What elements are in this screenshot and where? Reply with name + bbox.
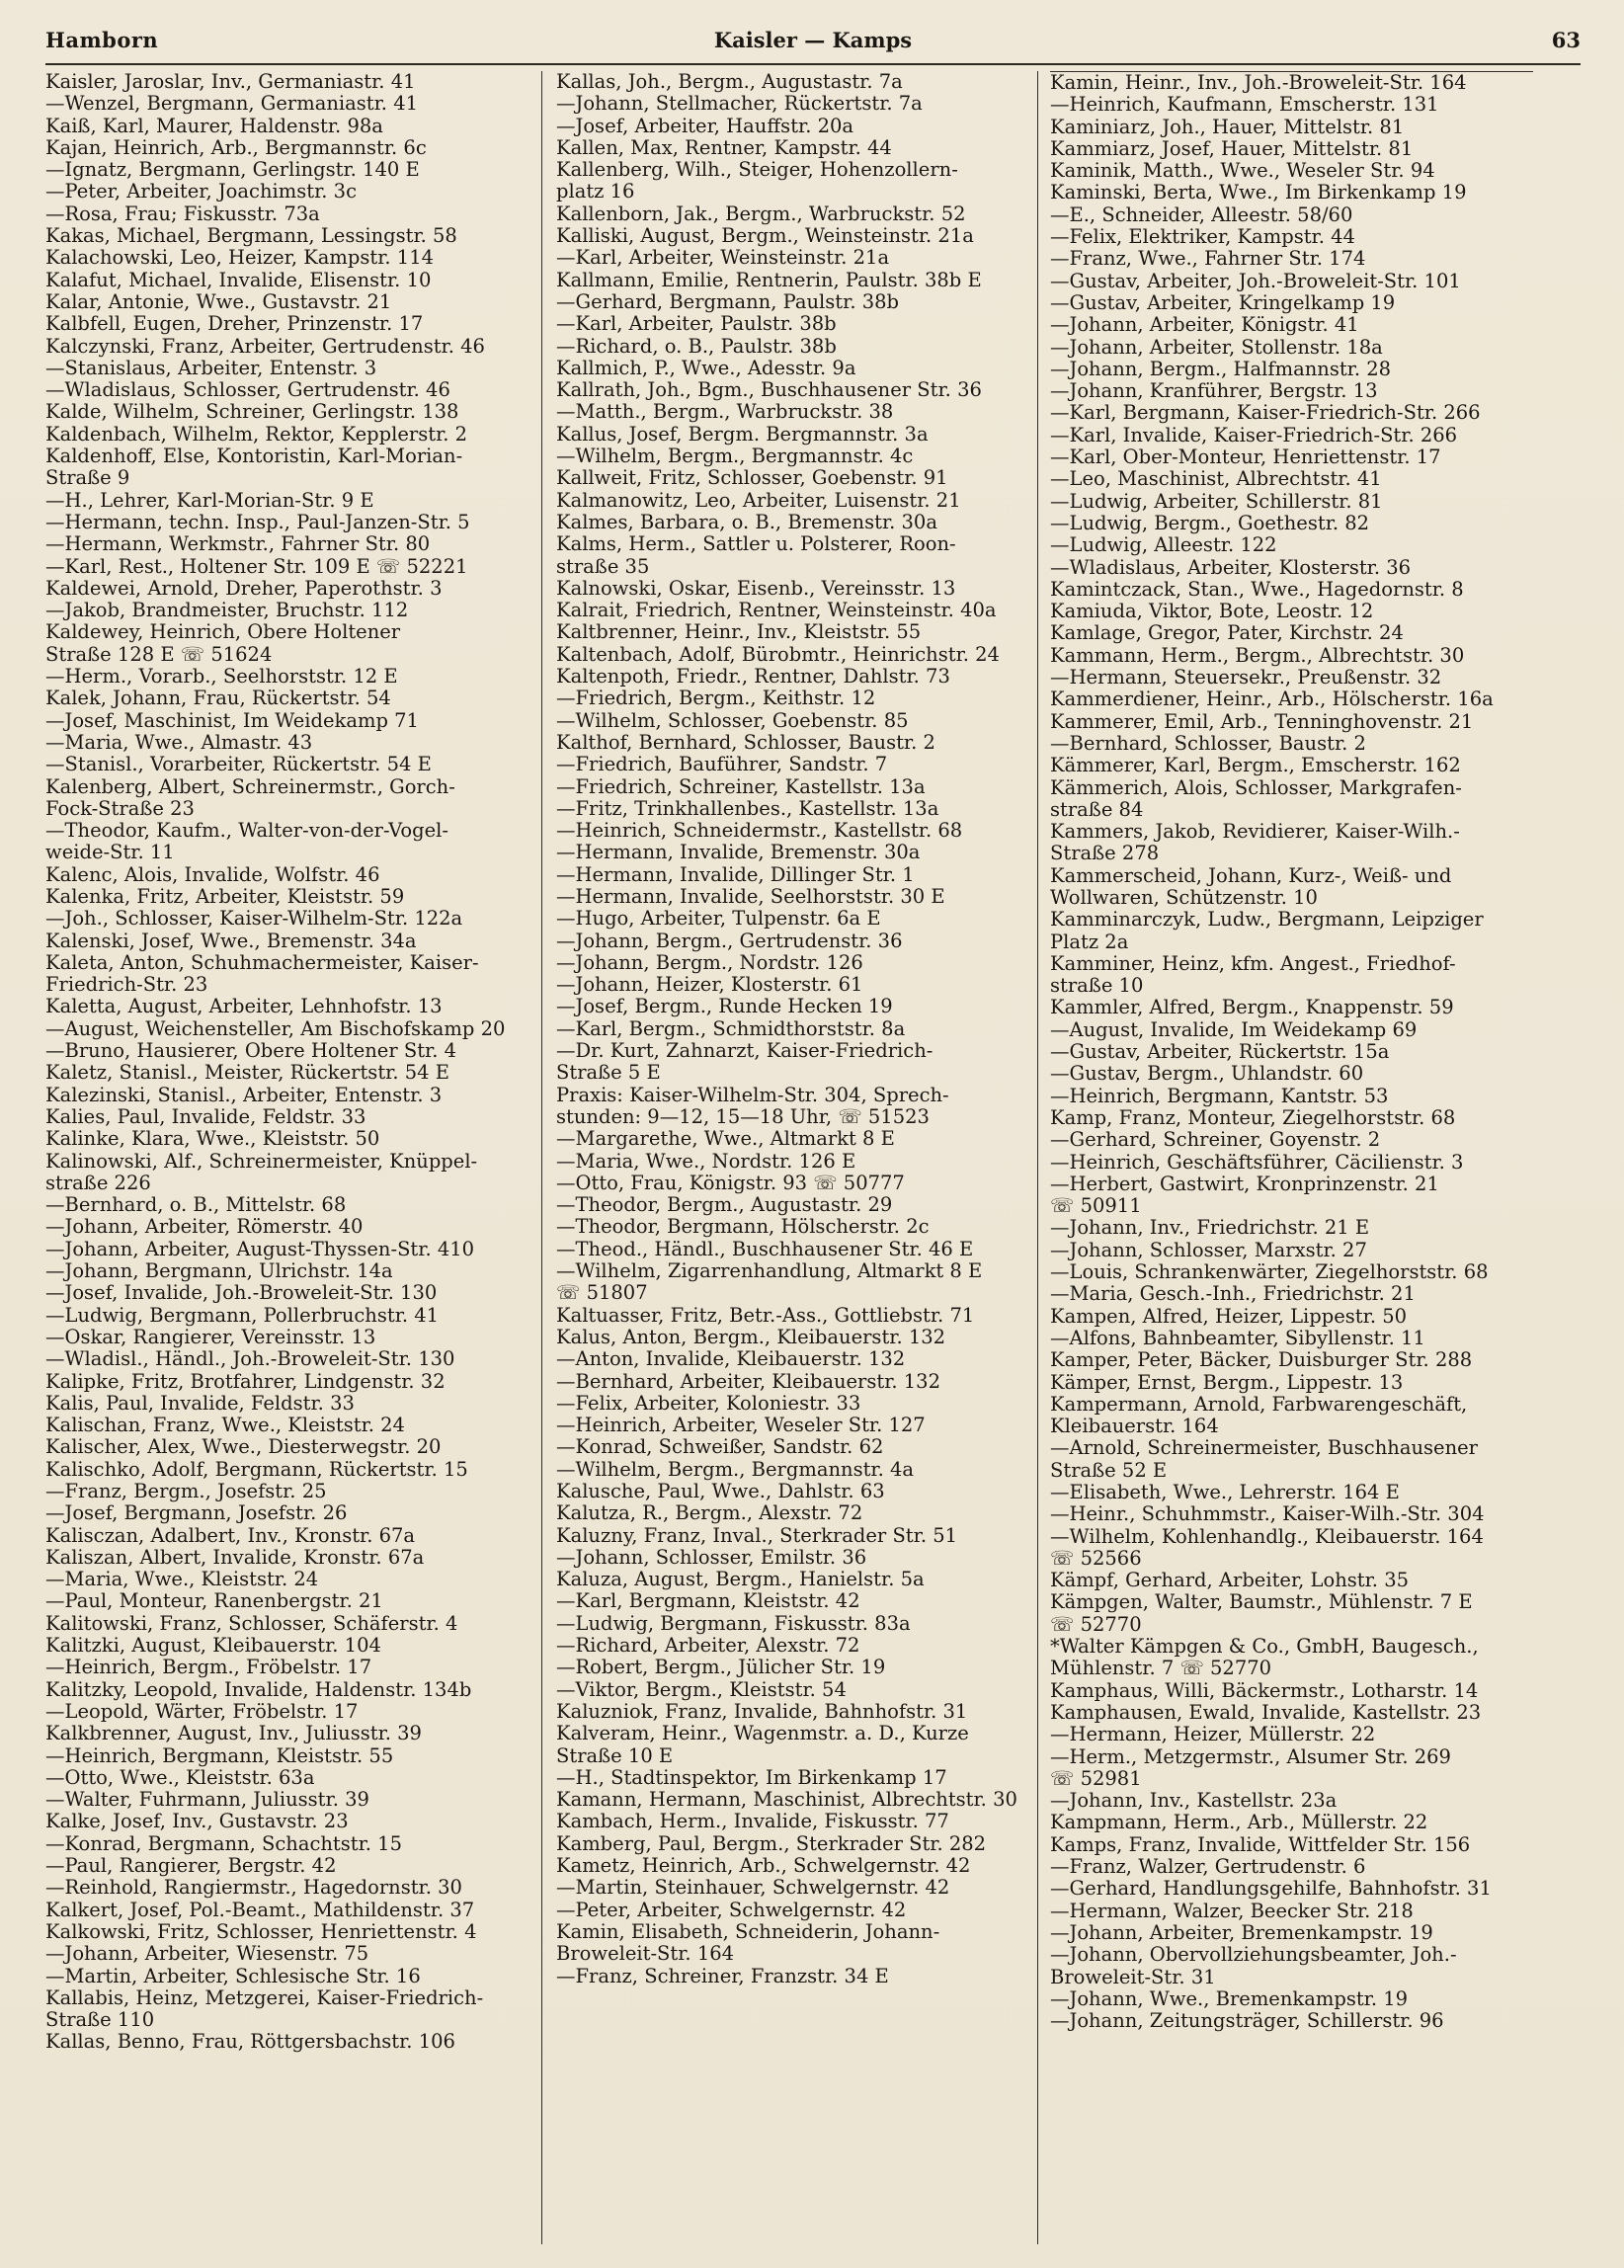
directory-entry: Kalrait, Friedrich, Rentner, Weinsteinstr. 40a bbox=[556, 600, 997, 622]
directory-entry: —Johann, Bergm., Nordstr. 126 bbox=[556, 951, 863, 974]
directory-entry: —Stanislaus, Arbeiter, Entenstr. 3 bbox=[45, 357, 377, 379]
directory-entry: Kaiß, Karl, Maurer, Haldenstr. 98a bbox=[45, 115, 383, 137]
directory-entry: Kaleta, Anton, Schuhmachermeister, Kaiser- bbox=[45, 951, 479, 974]
directory-entry: —E., Schneider, Alleestr. 58/60 bbox=[1050, 203, 1353, 226]
page-header bbox=[45, 28, 1581, 65]
directory-entry: —Hermann, Heizer, Müllerstr. 22 bbox=[1050, 1724, 1376, 1746]
directory-entry: —Rosa, Frau; Fiskusstr. 73a bbox=[45, 202, 320, 225]
directory-entry: —Martin, Steinhauer, Schwelgernstr. 42 bbox=[556, 1877, 950, 1900]
directory-entry: Kaletz, Stanisl., Meister, Rückertstr. 54 E bbox=[45, 1062, 449, 1085]
directory-entry: —Gerhard, Bergmann, Paulstr. 38b bbox=[556, 290, 900, 313]
directory-entry: —Wladislaus, Arbeiter, Klosterstr. 36 bbox=[1050, 556, 1412, 579]
directory-entry: —Gustav, Arbeiter, Rückertstr. 15a bbox=[1050, 1041, 1390, 1064]
directory-entry: —Maria, Wwe., Nordstr. 126 E bbox=[556, 1150, 856, 1173]
directory-entry: —Reinhold, Rangiermstr., Hagedornstr. 30 bbox=[45, 1877, 462, 1900]
directory-entry: Kammers, Jakob, Revidierer, Kaiser-Wilh.- bbox=[1050, 821, 1460, 844]
directory-entry: Kamp, Franz, Monteur, Ziegelhorststr. 68 bbox=[1050, 1106, 1456, 1129]
directory-entry: —Leopold, Wärter, Fröbelstr. 17 bbox=[45, 1700, 359, 1723]
directory-entry: Kämpgen, Walter, Baumstr., Mühlenstr. 7 E bbox=[1050, 1591, 1473, 1614]
directory-entry: —Herm., Metzgermstr., Alsumer Str. 269 bbox=[1050, 1745, 1451, 1768]
directory-entry: Kalliski, August, Bergm., Weinsteinstr. 21a bbox=[556, 225, 974, 248]
directory-entry: —Johann, Bergm., Gertrudenstr. 36 bbox=[556, 930, 903, 952]
directory-entry: —Ludwig, Bergmann, Fiskusstr. 83a bbox=[556, 1612, 911, 1635]
directory-entry: Kampmann, Herm., Arb., Müllerstr. 22 bbox=[1050, 1812, 1428, 1834]
entry-column-1 bbox=[45, 71, 541, 2244]
directory-entry: Kaminiarz, Joh., Hauer, Mittelstr. 81 bbox=[1050, 116, 1405, 138]
directory-entry: —Robert, Bergm., Jülicher Str. 19 bbox=[556, 1657, 886, 1679]
directory-entry: Kämmerer, Karl, Bergm., Emscherstr. 162 bbox=[1050, 755, 1461, 777]
directory-entry: —Konrad, Bergmann, Schachtstr. 15 bbox=[45, 1832, 402, 1855]
directory-entry: Straße 128 E ☏ 51624 bbox=[45, 643, 273, 666]
directory-entry: Kaminik, Matth., Wwe., Weseler Str. 94 bbox=[1050, 160, 1435, 183]
directory-entry: —Friedrich, Bauführer, Sandstr. 7 bbox=[556, 754, 888, 776]
directory-entry: —Ludwig, Bergm., Goethestr. 82 bbox=[1050, 512, 1370, 534]
directory-entry: —Heinrich, Schneidermstr., Kastellstr. 68 bbox=[556, 820, 963, 843]
directory-entry: —Elisabeth, Wwe., Lehrerstr. 164 E bbox=[1050, 1482, 1400, 1503]
directory-entry: —Heinrich, Bergmann, Kleiststr. 55 bbox=[45, 1744, 394, 1767]
directory-entry: Kalar, Antonie, Wwe., Gustavstr. 21 bbox=[45, 290, 392, 313]
directory-entry: —Friedrich, Bergm., Keithstr. 12 bbox=[556, 688, 876, 710]
directory-entry: —Gerhard, Schreiner, Goyenstr. 2 bbox=[1050, 1129, 1381, 1152]
directory-entry: —Johann, Inv., Friedrichstr. 21 E bbox=[1050, 1217, 1370, 1240]
directory-entry: Kämper, Ernst, Bergm., Lippestr. 13 bbox=[1050, 1371, 1404, 1394]
directory-entry: Straße 9 bbox=[45, 467, 130, 490]
directory-entry: —Konrad, Schweißer, Sandstr. 62 bbox=[556, 1436, 884, 1459]
directory-entry: Straße 52 E bbox=[1050, 1459, 1168, 1482]
directory-entry: Kalis, Paul, Invalide, Feldstr. 33 bbox=[45, 1392, 355, 1415]
directory-entry: —Martin, Arbeiter, Schlesische Str. 16 bbox=[45, 1965, 421, 1987]
directory-entry: —Peter, Arbeiter, Schwelgernstr. 42 bbox=[556, 1899, 907, 1921]
directory-entry: platz 16 bbox=[556, 181, 635, 203]
directory-entry: Kallrath, Joh., Bgm., Buschhausener Str. 36 bbox=[556, 379, 982, 402]
directory-entry: Kallus, Josef, Bergm. Bergmannstr. 3a bbox=[556, 423, 929, 446]
directory-entry: Kalbfell, Eugen, Dreher, Prinzenstr. 17 bbox=[45, 313, 424, 336]
directory-entry: Kammerdiener, Heinr., Arb., Hölscherstr. 16a bbox=[1050, 688, 1494, 711]
directory-entry: —Otto, Frau, Königstr. 93 ☏ 50777 bbox=[556, 1172, 905, 1194]
directory-entry: Kaluza, August, Bergm., Hanielstr. 5a bbox=[556, 1569, 925, 1591]
directory-entry: Kaldewey, Heinrich, Obere Holtener bbox=[45, 621, 401, 644]
directory-entry: Kalmes, Barbara, o. B., Bremenstr. 30a bbox=[556, 511, 937, 533]
directory-entry: —Bruno, Hausierer, Obere Holtener Str. 4 bbox=[45, 1040, 457, 1063]
directory-entry: Kalezinski, Stanisl., Arbeiter, Entenstr. 3 bbox=[45, 1084, 443, 1106]
directory-entry: Kalnowski, Oskar, Eisenb., Vereinsstr. 13 bbox=[556, 577, 956, 600]
directory-entry: —Maria, Wwe., Kleiststr. 24 bbox=[45, 1569, 319, 1591]
directory-entry: Kalms, Herm., Sattler u. Polsterer, Roon- bbox=[556, 533, 956, 556]
directory-entry: —Wladisl., Händl., Joh.-Broweleit-Str. 130 bbox=[45, 1348, 455, 1371]
page-number: 63 bbox=[1551, 28, 1581, 52]
directory-entry: Kamphausen, Ewald, Invalide, Kastellstr. 23 bbox=[1050, 1701, 1482, 1724]
directory-entry: Kalitowski, Franz, Schlosser, Schäferstr. 4 bbox=[45, 1612, 458, 1635]
directory-entry: —Josef, Bergm., Runde Hecken 19 bbox=[556, 996, 893, 1018]
directory-entry: —Gerhard, Handlungsgehilfe, Bahnhofstr. 31 bbox=[1050, 1878, 1492, 1901]
directory-entry: —Franz, Schreiner, Franzstr. 34 E bbox=[556, 1965, 889, 1987]
directory-entry: —Franz, Walzer, Gertrudenstr. 6 bbox=[1050, 1856, 1366, 1879]
directory-entry: —Stanisl., Vorarbeiter, Rückertstr. 54 E bbox=[45, 754, 432, 776]
directory-entry: —Wilhelm, Zigarrenhandlung, Altmarkt 8 E bbox=[556, 1260, 983, 1283]
directory-entry: Kaliszan, Albert, Invalide, Kronstr. 67a bbox=[45, 1546, 425, 1569]
directory-entry: —Heinr., Schuhmmstr., Kaiser-Wilh.-Str. 304 bbox=[1050, 1503, 1485, 1526]
directory-entry: Kalek, Johann, Frau, Rückertstr. 54 bbox=[45, 688, 391, 710]
directory-entry: Kamintczack, Stan., Wwe., Hagedornstr. 8 bbox=[1050, 578, 1464, 601]
directory-entry: Kallas, Benno, Frau, Röttgersbachstr. 106 bbox=[45, 2031, 455, 2054]
entry-columns bbox=[45, 71, 1581, 2244]
directory-entry: Kalenski, Josef, Wwe., Bremenstr. 34a bbox=[45, 930, 417, 952]
directory-entry: Friedrich-Str. 23 bbox=[45, 974, 208, 997]
directory-entry: Platz 2a bbox=[1050, 931, 1129, 953]
directory-entry: —Karl, Bergmann, Kaiser-Friedrich-Str. 266 bbox=[1050, 402, 1481, 425]
directory-entry: Kallenberg, Wilh., Steiger, Hohenzollern- bbox=[556, 159, 958, 182]
directory-entry: Kallmann, Emilie, Rentnerin, Paulstr. 38b E bbox=[556, 269, 982, 291]
directory-entry: —Karl, Bergm., Schmidthorststr. 8a bbox=[556, 1017, 906, 1040]
directory-entry: —Bernhard, Arbeiter, Kleibauerstr. 132 bbox=[556, 1370, 941, 1393]
directory-entry: —Karl, Bergmann, Kleiststr. 42 bbox=[556, 1590, 860, 1613]
directory-entry: —Johann, Kranführer, Bergstr. 13 bbox=[1050, 380, 1378, 403]
directory-entry: Kalutza, R., Bergm., Alexstr. 72 bbox=[556, 1502, 863, 1525]
directory-entry: Kammerer, Emil, Arb., Tenninghovenstr. 21 bbox=[1050, 710, 1474, 733]
directory-entry: —Johann, Arbeiter, Königstr. 41 bbox=[1050, 314, 1359, 337]
directory-entry: Straße 5 E bbox=[556, 1062, 661, 1085]
directory-entry: —Johann, Arbeiter, Römerstr. 40 bbox=[45, 1216, 364, 1239]
directory-entry: —Wladislaus, Schlosser, Gertrudenstr. 46 bbox=[45, 379, 450, 402]
directory-entry: —Karl, Ober-Monteur, Henriettenstr. 17 bbox=[1050, 446, 1441, 469]
directory-entry: Kallweit, Fritz, Schlosser, Goebenstr. 91 bbox=[556, 467, 948, 490]
directory-entry: Kammiarz, Josef, Hauer, Mittelstr. 81 bbox=[1050, 137, 1414, 160]
directory-entry: Kalischan, Franz, Wwe., Kleiststr. 24 bbox=[45, 1415, 405, 1437]
directory-entry: Kajan, Heinrich, Arb., Bergmannstr. 6c bbox=[45, 136, 427, 159]
directory-entry: —Gustav, Bergm., Uhlandstr. 60 bbox=[1050, 1063, 1364, 1086]
directory-entry: Kaltenpoth, Friedr., Rentner, Dahlstr. 73 bbox=[556, 666, 950, 688]
directory-entry: —Paul, Monteur, Ranenbergstr. 21 bbox=[45, 1590, 383, 1613]
directory-entry: —Arnold, Schreinermeister, Buschhausener bbox=[1050, 1437, 1478, 1460]
directory-entry: Praxis: Kaiser-Wilhelm-Str. 304, Sprech- bbox=[556, 1084, 949, 1106]
directory-entry: Kaldewei, Arnold, Dreher, Paperothstr. 3 bbox=[45, 577, 443, 600]
directory-entry: —Richard, Arbeiter, Alexstr. 72 bbox=[556, 1635, 860, 1658]
directory-entry: —Heinrich, Geschäftsführer, Cäcilienstr. 3 bbox=[1050, 1151, 1464, 1174]
directory-entry: —Herm., Vorarb., Seelhorststr. 12 E bbox=[45, 666, 398, 688]
directory-entry: Kalafut, Michael, Invalide, Elisenstr. 10 bbox=[45, 269, 432, 291]
directory-entry: —H., Stadtinspektor, Im Birkenkamp 17 bbox=[556, 1766, 947, 1789]
directory-entry: —Heinrich, Bergmann, Kantstr. 53 bbox=[1050, 1085, 1389, 1107]
directory-entry: Kaisler, Jaroslar, Inv., Germaniastr. 41 bbox=[45, 71, 416, 93]
directory-entry: weide-Str. 11 bbox=[45, 842, 175, 864]
directory-entry: —Franz, Wwe., Fahrner Str. 174 bbox=[1050, 248, 1366, 271]
directory-entry: —Heinrich, Arbeiter, Weseler Str. 127 bbox=[556, 1415, 926, 1437]
directory-entry: Kleibauerstr. 164 bbox=[1050, 1416, 1219, 1438]
directory-entry: Kalczynski, Franz, Arbeiter, Gertrudenstr. 46 bbox=[45, 335, 485, 358]
directory-entry: Straße 110 bbox=[45, 2009, 155, 2032]
directory-entry: —Johann, Arbeiter, August-Thyssen-Str. 410 bbox=[45, 1238, 475, 1260]
directory-entry: Kallas, Joh., Bergm., Augustastr. 7a bbox=[556, 71, 903, 93]
directory-entry: Kalinowski, Alf., Schreinermeister, Knüppel- bbox=[45, 1150, 478, 1173]
directory-entry: Kämpf, Gerhard, Arbeiter, Lohstr. 35 bbox=[1050, 1570, 1410, 1592]
directory-entry: —Fritz, Trinkhallenbes., Kastellstr. 13a bbox=[556, 797, 939, 820]
directory-entry: Kämmerich, Alois, Schlosser, Markgrafen- bbox=[1050, 776, 1462, 799]
directory-entry: —Matth., Bergm., Warbruckstr. 38 bbox=[556, 401, 894, 424]
directory-entry: Kametz, Heinrich, Arb., Schwelgernstr. 42 bbox=[556, 1855, 971, 1878]
directory-entry: —Hermann, Invalide, Dillinger Str. 1 bbox=[556, 863, 915, 886]
directory-entry: —Bernhard, Schlosser, Baustr. 2 bbox=[1050, 732, 1366, 755]
directory-entry: Kaldenhoff, Else, Kontoristin, Karl-Morian- bbox=[45, 446, 463, 468]
directory-entry: Kambach, Herm., Invalide, Fiskusstr. 77 bbox=[556, 1811, 949, 1833]
directory-entry: —Johann, Bergmann, Ulrichstr. 14a bbox=[45, 1260, 393, 1283]
directory-entry: Kallenborn, Jak., Bergm., Warbruckstr. 52 bbox=[556, 202, 966, 225]
directory-entry: —Hermann, Walzer, Beecker Str. 218 bbox=[1050, 1900, 1414, 1922]
directory-entry: ☏ 52566 bbox=[1050, 1547, 1142, 1570]
directory-entry: Kamphaus, Willi, Bäckermstr., Lotharstr. 14 bbox=[1050, 1679, 1479, 1702]
directory-entry: —Dr. Kurt, Zahnarzt, Kaiser-Friedrich- bbox=[556, 1040, 934, 1063]
directory-entry: Kalachowski, Leo, Heizer, Kampstr. 114 bbox=[45, 247, 435, 270]
directory-entry: —Johann, Zeitungsträger, Schillerstr. 96 bbox=[1050, 2010, 1444, 2033]
directory-entry: —August, Invalide, Im Weidekamp 69 bbox=[1050, 1018, 1418, 1041]
directory-entry: —Hugo, Arbeiter, Tulpenstr. 6a E bbox=[556, 908, 881, 931]
directory-entry: —Gustav, Arbeiter, Kringelkamp 19 bbox=[1050, 291, 1396, 314]
directory-entry: Kalenberg, Albert, Schreinermstr., Gorch- bbox=[45, 775, 455, 798]
directory-entry: *Walter Kämpgen & Co., GmbH, Baugesch., bbox=[1050, 1636, 1479, 1659]
directory-entry: Kalinke, Klara, Wwe., Kleiststr. 50 bbox=[45, 1128, 380, 1151]
directory-entry: Kalkowski, Fritz, Schlosser, Henriettenstr. 4 bbox=[45, 1920, 477, 1943]
directory-entry: —Josef, Invalide, Joh.-Broweleit-Str. 130 bbox=[45, 1282, 438, 1305]
directory-entry: Kammerscheid, Johann, Kurz-, Weiß- und bbox=[1050, 864, 1452, 887]
directory-entry: Kamper, Peter, Bäcker, Duisburger Str. 288 bbox=[1050, 1349, 1473, 1372]
directory-entry: Kakas, Michael, Bergmann, Lessingstr. 58 bbox=[45, 225, 457, 248]
directory-entry: —Viktor, Bergm., Kleiststr. 54 bbox=[556, 1678, 847, 1701]
directory-entry: Kalisczan, Adalbert, Inv., Kronstr. 67a bbox=[45, 1524, 416, 1547]
directory-entry: —Maria, Gesch.-Inh., Friedrichstr. 21 bbox=[1050, 1283, 1416, 1306]
directory-entry: straße 226 bbox=[45, 1172, 151, 1194]
directory-entry: Kamminarczyk, Ludw., Bergmann, Leipziger bbox=[1050, 909, 1484, 932]
directory-entry: straße 10 bbox=[1050, 975, 1144, 998]
directory-entry: Kamann, Hermann, Maschinist, Albrechtstr. 30 bbox=[556, 1789, 1017, 1812]
directory-entry: —Johann, Obervollziehungsbeamter, Joh.- bbox=[1050, 1944, 1457, 1967]
directory-entry: straße 84 bbox=[1050, 798, 1144, 821]
directory-entry: —Ludwig, Bergmann, Pollerbruchstr. 41 bbox=[45, 1304, 440, 1327]
directory-entry: —Anton, Invalide, Kleibauerstr. 132 bbox=[556, 1348, 906, 1371]
directory-entry: —Walter, Fuhrmann, Juliusstr. 39 bbox=[45, 1789, 369, 1812]
directory-entry: Kalkbrenner, August, Inv., Juliusstr. 39 bbox=[45, 1723, 422, 1745]
directory-entry: —Josef, Maschinist, Im Weidekamp 71 bbox=[45, 709, 419, 732]
directory-entry: —Josef, Arbeiter, Hauffstr. 20a bbox=[556, 115, 854, 137]
directory-entry: Kamlage, Gregor, Pater, Kirchstr. 24 bbox=[1050, 622, 1404, 645]
directory-entry: —Oskar, Rangierer, Vereinsstr. 13 bbox=[45, 1326, 376, 1348]
directory-entry: Kaletta, August, Arbeiter, Lehnhofstr. 13 bbox=[45, 996, 443, 1018]
directory-entry: Kaltenbach, Adolf, Bürobmtr., Heinrichstr. 24 bbox=[556, 643, 1000, 666]
directory-entry: Kaldenbach, Wilhelm, Rektor, Kepplerstr. 2 bbox=[45, 423, 468, 446]
directory-entry: —Johann, Heizer, Klosterstr. 61 bbox=[556, 974, 863, 997]
directory-entry: —Margarethe, Wwe., Altmarkt 8 E bbox=[556, 1128, 895, 1151]
directory-entry: —Alfons, Bahnbeamter, Sibyllenstr. 11 bbox=[1050, 1327, 1425, 1349]
directory-entry: —Theodor, Bergmann, Hölscherstr. 2c bbox=[556, 1216, 930, 1239]
directory-entry: —Wilhelm, Kohlenhandlg., Kleibauerstr. 164 bbox=[1050, 1525, 1484, 1548]
directory-entry: —Hermann, Werkmstr., Fahrner Str. 80 bbox=[45, 533, 431, 556]
directory-entry: Kalitzki, August, Kleibauerstr. 104 bbox=[45, 1635, 381, 1658]
directory-entry: —Jakob, Brandmeister, Bruchstr. 112 bbox=[45, 600, 409, 622]
directory-entry: Kalkert, Josef, Pol.-Beamt., Mathildenstr. 37 bbox=[45, 1899, 475, 1921]
entry-column-2 bbox=[541, 71, 1037, 2244]
directory-entry: Kamps, Franz, Invalide, Wittfelder Str. 156 bbox=[1050, 1833, 1471, 1856]
directory-entry: —Wilhelm, Schlosser, Goebenstr. 85 bbox=[556, 709, 909, 732]
directory-entry: Wollwaren, Schützenstr. 10 bbox=[1050, 886, 1318, 909]
entry-column-3 bbox=[1037, 71, 1533, 2244]
directory-entry: Kaltbrenner, Heinr., Inv., Kleiststr. 55 bbox=[556, 621, 922, 644]
header-city: Hamborn bbox=[45, 28, 159, 52]
directory-entry: Kamminer, Heinz, kfm. Angest., Friedhof- bbox=[1050, 952, 1456, 975]
directory-entry: —Ignatz, Bergmann, Gerlingstr. 140 E bbox=[45, 159, 420, 182]
directory-entry: Straße 10 E bbox=[556, 1744, 674, 1767]
directory-entry: —Johann, Stellmacher, Rückertstr. 7a bbox=[556, 93, 923, 116]
directory-entry: —Hermann, Steuersekr., Preußenstr. 32 bbox=[1050, 667, 1442, 689]
directory-entry: Kalischer, Alex, Wwe., Diesterwegstr. 20 bbox=[45, 1436, 442, 1459]
directory-entry: —Wilhelm, Bergm., Bergmannstr. 4c bbox=[556, 446, 914, 468]
directory-entry: —Theodor, Bergm., Augustastr. 29 bbox=[556, 1194, 893, 1217]
directory-entry: Kalke, Josef, Inv., Gustavstr. 23 bbox=[45, 1811, 349, 1833]
directory-entry: Kallabis, Heinz, Metzgerei, Kaiser-Friedrich- bbox=[45, 1986, 484, 2009]
directory-entry: Kamiuda, Viktor, Bote, Leostr. 12 bbox=[1050, 601, 1374, 623]
directory-entry: —Gustav, Arbeiter, Joh.-Broweleit-Str. 101 bbox=[1050, 270, 1461, 292]
directory-entry: —Ludwig, Arbeiter, Schillerstr. 81 bbox=[1050, 490, 1383, 513]
directory-entry: ☏ 52981 bbox=[1050, 1767, 1142, 1790]
directory-entry: Kaltuasser, Fritz, Betr.-Ass., Gottliebstr. 71 bbox=[556, 1304, 975, 1327]
directory-entry: —Felix, Elektriker, Kampstr. 44 bbox=[1050, 226, 1355, 249]
directory-entry: Fock-Straße 23 bbox=[45, 797, 195, 820]
directory-entry: —Johann, Arbeiter, Wiesenstr. 75 bbox=[45, 1943, 369, 1966]
directory-entry: —Hermann, techn. Insp., Paul-Janzen-Str. 5 bbox=[45, 511, 470, 533]
directory-entry: —Otto, Wwe., Kleiststr. 63a bbox=[45, 1766, 315, 1789]
directory-entry: straße 35 bbox=[556, 555, 650, 578]
directory-entry: Kamberg, Paul, Bergm., Sterkrader Str. 282 bbox=[556, 1832, 987, 1855]
directory-entry: —Hermann, Invalide, Bremenstr. 30a bbox=[556, 842, 921, 864]
directory-entry: Kalies, Paul, Invalide, Feldstr. 33 bbox=[45, 1105, 366, 1128]
directory-entry: —Johann, Inv., Kastellstr. 23a bbox=[1050, 1790, 1338, 1813]
directory-entry: Kammler, Alfred, Bergm., Knappenstr. 59 bbox=[1050, 997, 1454, 1019]
directory-entry: —Josef, Bergmann, Josefstr. 26 bbox=[45, 1502, 348, 1525]
directory-entry: —Johann, Schlosser, Emilstr. 36 bbox=[556, 1546, 867, 1569]
directory-entry: —Johann, Arbeiter, Bremenkampstr. 19 bbox=[1050, 1921, 1433, 1944]
directory-entry: Kaluzny, Franz, Inval., Sterkrader Str. 51 bbox=[556, 1524, 958, 1547]
directory-entry: —Johann, Schlosser, Marxstr. 27 bbox=[1050, 1239, 1367, 1261]
directory-entry: —Joh., Schlosser, Kaiser-Wilhelm-Str. 122a bbox=[45, 908, 463, 931]
directory-entry: Straße 278 bbox=[1050, 843, 1160, 865]
directory-entry: —Leo, Maschinist, Albrechtstr. 41 bbox=[1050, 468, 1382, 491]
directory-entry: Kallen, Max, Rentner, Kampstr. 44 bbox=[556, 136, 892, 159]
directory-entry: —Maria, Wwe., Almastr. 43 bbox=[45, 731, 313, 754]
directory-entry: —Bernhard, o. B., Mittelstr. 68 bbox=[45, 1194, 347, 1217]
directory-entry: Kalitzky, Leopold, Invalide, Haldenstr. 134b bbox=[45, 1678, 472, 1701]
directory-entry: —Felix, Arbeiter, Koloniestr. 33 bbox=[556, 1392, 861, 1415]
directory-entry: stunden: 9—12, 15—18 Uhr, ☏ 51523 bbox=[556, 1105, 930, 1128]
directory-entry: —Johann, Wwe., Bremenkampstr. 19 bbox=[1050, 1987, 1409, 2010]
directory-entry: Kammann, Herm., Bergm., Albrechtstr. 30 bbox=[1050, 644, 1465, 667]
directory-entry: —Louis, Schrankenwärter, Ziegelhorststr. 68 bbox=[1050, 1261, 1489, 1284]
directory-entry: —Hermann, Invalide, Seelhorststr. 30 E bbox=[556, 885, 945, 908]
directory-entry: Kaluzniok, Franz, Invalide, Bahnhofstr. 31 bbox=[556, 1700, 968, 1723]
directory-entry: Kallmich, P., Wwe., Adesstr. 9a bbox=[556, 357, 856, 379]
directory-entry: Kalveram, Heinr., Wagenmstr. a. D., Kurze bbox=[556, 1723, 969, 1745]
directory-entry: ☏ 50911 bbox=[1050, 1195, 1142, 1218]
directory-entry: Kalus, Anton, Bergm., Kleibauerstr. 132 bbox=[556, 1326, 946, 1348]
directory-entry: —Karl, Invalide, Kaiser-Friedrich-Str. 266 bbox=[1050, 424, 1458, 446]
directory-entry: —Johann, Arbeiter, Stollenstr. 18a bbox=[1050, 336, 1383, 359]
directory-entry: Kalenka, Fritz, Arbeiter, Kleiststr. 59 bbox=[45, 885, 405, 908]
directory-entry: —Paul, Rangierer, Bergstr. 42 bbox=[45, 1855, 337, 1878]
directory-entry: ☏ 52770 bbox=[1050, 1613, 1142, 1636]
directory-entry: —Johann, Bergm., Halfmannstr. 28 bbox=[1050, 358, 1392, 380]
directory-entry: —Karl, Arbeiter, Weinsteinstr. 21a bbox=[556, 247, 890, 270]
directory-entry: Kamin, Elisabeth, Schneiderin, Johann- bbox=[556, 1920, 940, 1943]
directory-entry: —Theod., Händl., Buschhausener Str. 46 E bbox=[556, 1238, 974, 1260]
header-name-range: Kaisler — Kamps bbox=[713, 28, 913, 52]
directory-entry: Kalipke, Fritz, Brotfahrer, Lindgenstr. 32 bbox=[45, 1370, 446, 1393]
directory-entry: Kaminski, Berta, Wwe., Im Birkenkamp 19 bbox=[1050, 182, 1467, 204]
directory-entry: Kalde, Wilhelm, Schreiner, Gerlingstr. 138 bbox=[45, 401, 459, 424]
directory-entry: —Heinrich, Kaufmann, Emscherstr. 131 bbox=[1050, 94, 1439, 117]
directory-entry: Broweleit-Str. 31 bbox=[1050, 1966, 1216, 1988]
directory-entry: Kalmanowitz, Leo, Arbeiter, Luisenstr. 21 bbox=[556, 489, 961, 512]
directory-entry: Kamin, Heinr., Inv., Joh.-Broweleit-Str. 164 bbox=[1050, 71, 1533, 94]
directory-entry: —Friedrich, Schreiner, Kastellstr. 13a bbox=[556, 775, 926, 798]
directory-entry: Kalthof, Bernhard, Schlosser, Baustr. 2 bbox=[556, 731, 935, 754]
directory-entry: Mühlenstr. 7 ☏ 52770 bbox=[1050, 1658, 1272, 1680]
directory-entry: —Wilhelm, Bergm., Bergmannstr. 4a bbox=[556, 1458, 915, 1481]
directory-entry: —August, Weichensteller, Am Bischofskamp 20 bbox=[45, 1017, 506, 1040]
directory-entry: —Theodor, Kaufm., Walter-von-der-Vogel- bbox=[45, 820, 448, 843]
directory-entry: —Franz, Bergm., Josefstr. 25 bbox=[45, 1481, 327, 1502]
directory-entry: —Herbert, Gastwirt, Kronprinzenstr. 21 bbox=[1050, 1173, 1439, 1195]
directory-entry: —Peter, Arbeiter, Joachimstr. 3c bbox=[45, 181, 357, 203]
directory-entry: —Wenzel, Bergmann, Germaniastr. 41 bbox=[45, 93, 419, 116]
directory-entry: Kalischko, Adolf, Bergmann, Rückertstr. 15 bbox=[45, 1458, 468, 1481]
directory-entry: Kampen, Alfred, Heizer, Lippestr. 50 bbox=[1050, 1305, 1408, 1328]
directory-entry: Kalusche, Paul, Wwe., Dahlstr. 63 bbox=[556, 1481, 885, 1502]
directory-entry: ☏ 51807 bbox=[556, 1282, 648, 1305]
directory-entry: Kampermann, Arnold, Farbwarengeschäft, bbox=[1050, 1393, 1468, 1416]
directory-entry: —H., Lehrer, Karl-Morian-Str. 9 E bbox=[45, 489, 374, 512]
directory-entry: —Richard, o. B., Paulstr. 38b bbox=[556, 335, 837, 358]
directory-entry: Broweleit-Str. 164 bbox=[556, 1943, 735, 1966]
directory-entry: —Ludwig, Alleestr. 122 bbox=[1050, 534, 1277, 557]
directory-entry: —Karl, Arbeiter, Paulstr. 38b bbox=[556, 313, 837, 336]
directory-entry: Kalenc, Alois, Invalide, Wolfstr. 46 bbox=[45, 863, 380, 886]
directory-entry: —Karl, Rest., Holtener Str. 109 E ☏ 52221 bbox=[45, 555, 468, 578]
directory-entry: —Heinrich, Bergm., Fröbelstr. 17 bbox=[45, 1657, 372, 1679]
